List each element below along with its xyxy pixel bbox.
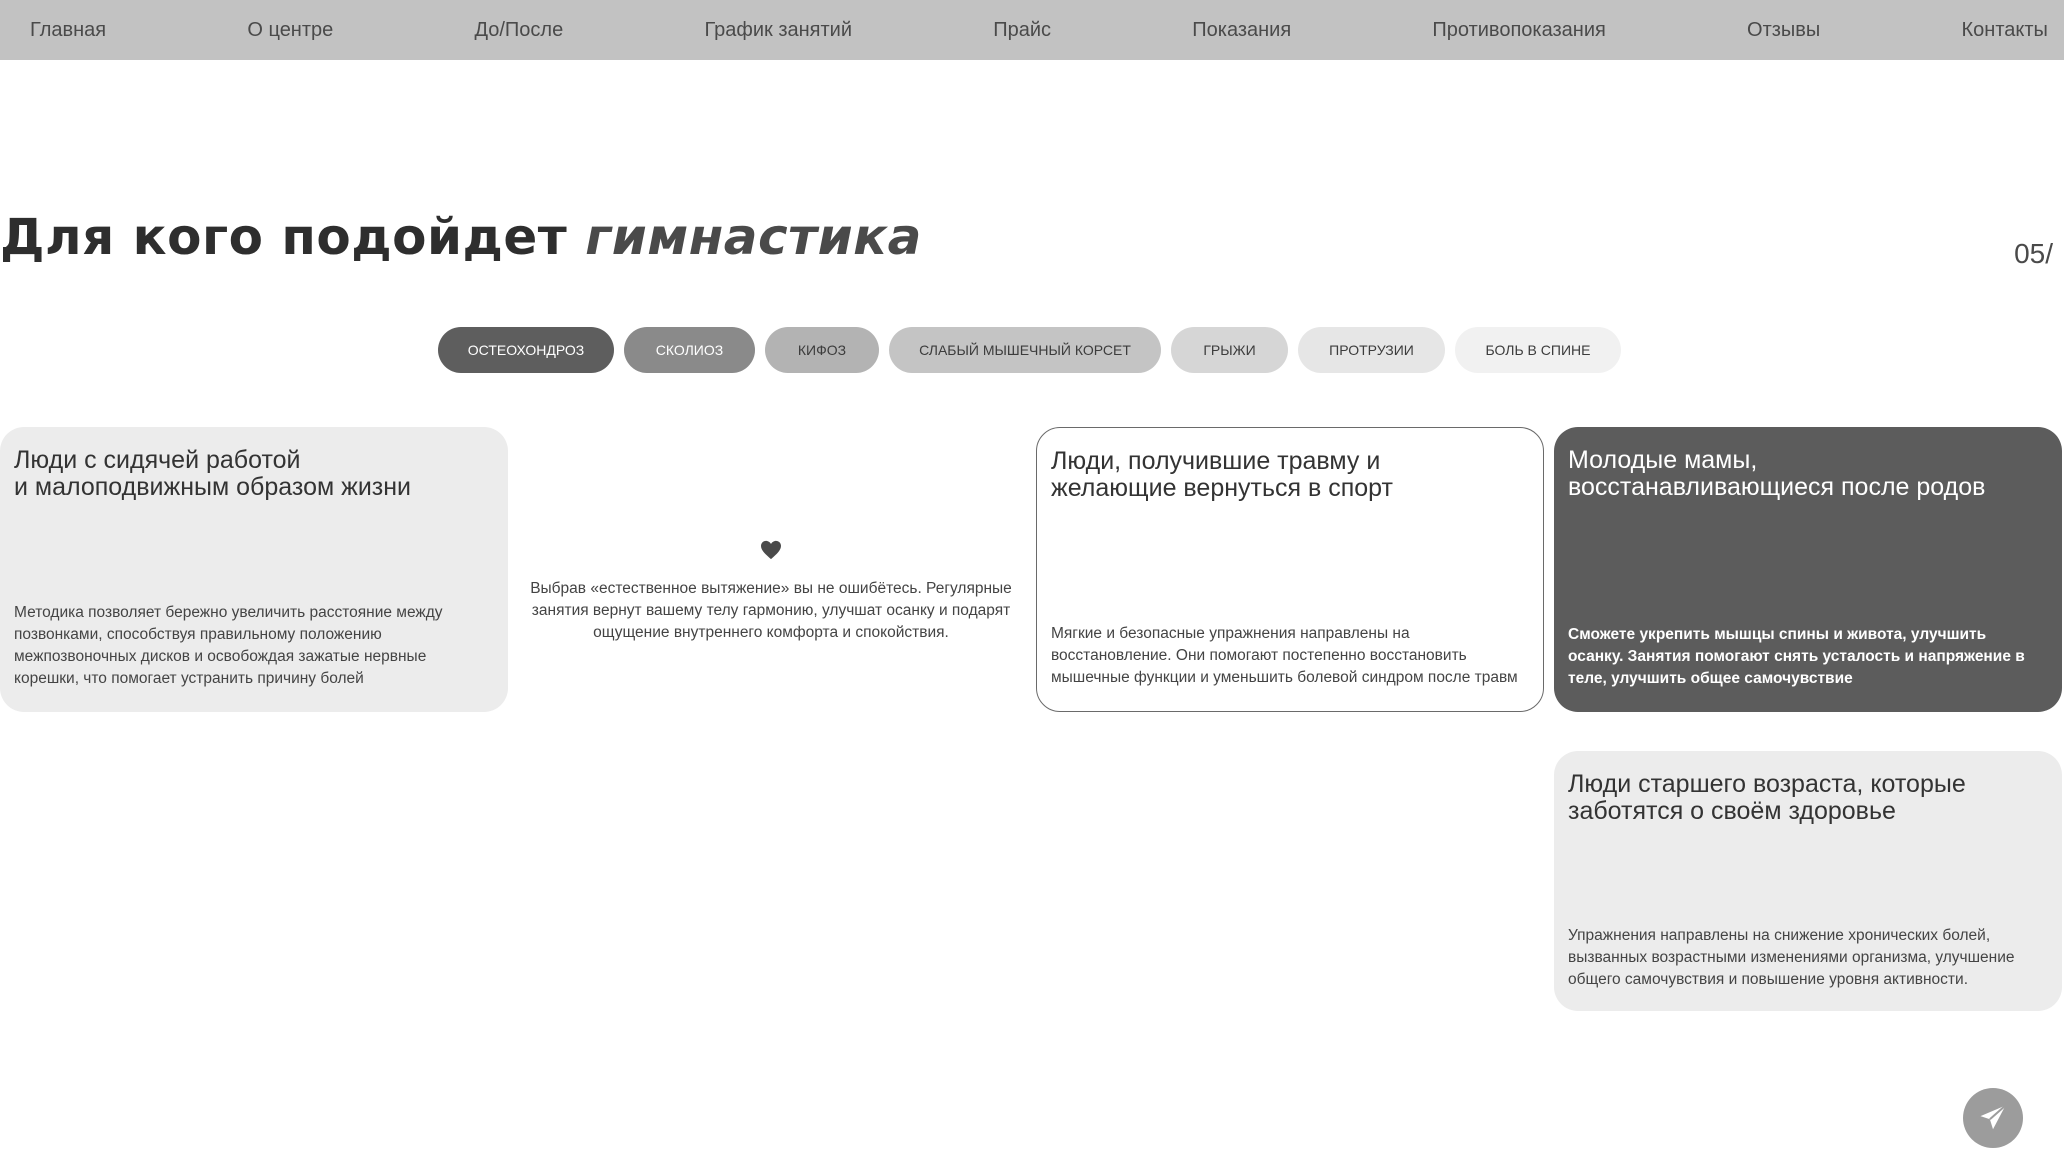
chip-weak-muscle-corset[interactable]: СЛАБЫЙ МЫШЕЧНЫЙ КОРСЕТ — [889, 327, 1161, 373]
condition-tabs — [438, 327, 1621, 373]
nav-item-contraindications[interactable]: Противопоказания — [1432, 18, 1606, 41]
top-nav — [0, 0, 2064, 60]
card-young-moms — [1554, 427, 2062, 712]
chip-hernias[interactable]: ГРЫЖИ — [1171, 327, 1288, 373]
center-info-text: Выбрав «естественное вытяжение» вы не ошибётесь. Регулярные занятия вернут вашему телу гармонию, улучшат осанку и подарят ощущение внутреннего комфорта и спокойствия. — [530, 580, 1012, 641]
send-message-button[interactable] — [1963, 1088, 2023, 1148]
card-sedentary-text: Методика позволяет бережно увеличить расстояние между позвонками, способствуя правильному положению межпозвоночных дисков и освобождая зажатые нервные корешки, что помогает устранить причину болей — [14, 604, 443, 687]
section-title — [0, 208, 922, 266]
nav-item-indications[interactable]: Показания — [1192, 18, 1292, 41]
nav-item-before-after[interactable]: До/После — [474, 18, 564, 41]
chip-scoliosis[interactable]: СКОЛИОЗ — [624, 327, 755, 373]
card-elderly-title: Люди старшего возраста, которые заботятся о своём здоровье — [1568, 770, 1966, 825]
chip-protrusions[interactable]: ПРОТРУЗИИ — [1298, 327, 1445, 373]
card-young-moms-title: Молодые мамы, восстанавливающиеся после родов — [1568, 446, 1986, 501]
heart-icon — [760, 540, 782, 560]
chip-back-pain[interactable]: БОЛЬ В СПИНЕ — [1455, 327, 1621, 373]
nav-item-home[interactable]: Главная — [30, 18, 107, 41]
card-elderly — [1554, 751, 2062, 1011]
nav-item-price[interactable]: Прайс — [993, 18, 1052, 41]
card-elderly-text: Упражнения направлены на снижение хронических болей, вызванных возрастными изменениями организма, улучшение общего самочувствия и повышение уровня активности. — [1568, 927, 2015, 988]
card-young-moms-text: Сможете укрепить мышцы спины и живота, улучшить осанку. Занятия помогают снять усталость и напряжение в теле, улучшить общее самочувствие — [1568, 626, 2025, 687]
card-injury — [1036, 427, 1544, 712]
section-title-accent: гимнастика — [585, 208, 922, 266]
chip-kyphosis[interactable]: КИФОЗ — [765, 327, 879, 373]
nav-item-about[interactable]: О центре — [247, 18, 334, 41]
nav-item-schedule[interactable]: График занятий — [704, 18, 853, 41]
card-sedentary-title: Люди с сидячей работой и малоподвижным образом жизни — [14, 446, 412, 501]
send-icon — [1978, 1103, 2008, 1133]
section-counter: 05/ — [2014, 238, 2053, 269]
nav-item-contacts[interactable]: Контакты — [1961, 18, 2048, 41]
chip-osteochondrosis[interactable]: ОСТЕОХОНДРОЗ — [438, 327, 614, 373]
nav-item-reviews[interactable]: Отзывы — [1747, 18, 1821, 41]
center-info — [530, 540, 1012, 644]
section-title-main: Для кого подойдет — [0, 208, 568, 266]
card-sedentary — [0, 427, 508, 712]
card-injury-text: Мягкие и безопасные упражнения направлены на восстановление. Они помогают постепенно восстановить мышечные функции и уменьшить болевой синдром после травм — [1051, 625, 1518, 686]
card-injury-title: Люди, получившие травму и желающие вернуться в спорт — [1051, 447, 1393, 502]
